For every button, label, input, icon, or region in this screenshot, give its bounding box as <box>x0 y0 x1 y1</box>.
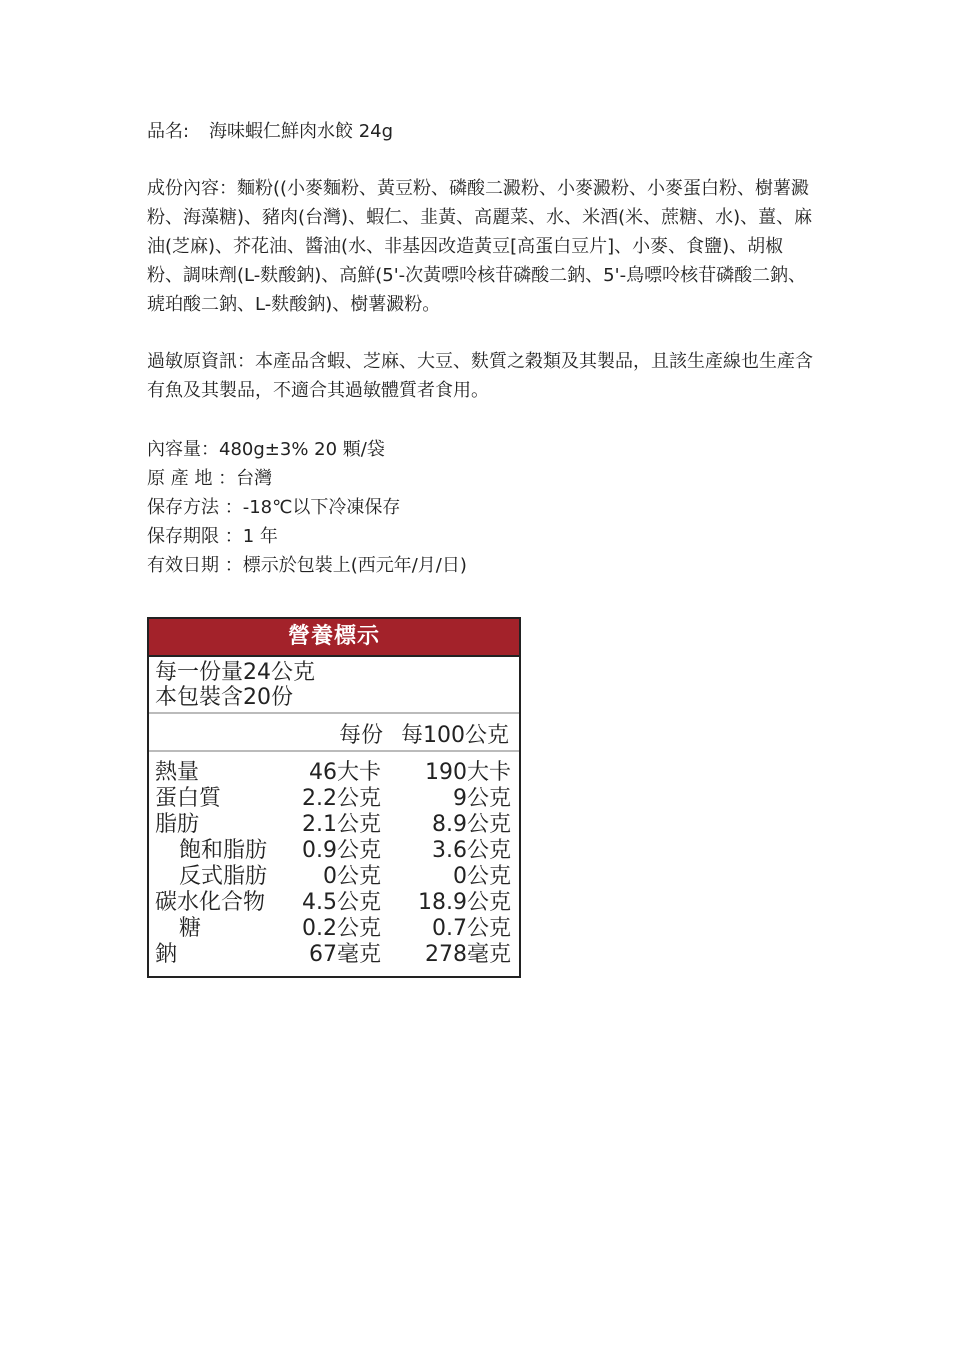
nutrition-row <box>149 916 519 942</box>
nutrient-name: 糖 <box>179 916 202 941</box>
per-100g-value: 9公克 <box>453 786 511 811</box>
volume-line: 內容量：480g±3% 20 顆/袋 <box>147 439 385 460</box>
per-100g-value: 190大卡 <box>425 760 511 785</box>
per-serving-value: 0.9公克 <box>302 838 381 863</box>
allergen-text: 過敏原資訊：本產品含蝦、芝麻、大豆、麩質之穀類及其製品，且該生產線也生產含有魚及其製品，不適合其過敏體質者食用。 <box>147 351 813 401</box>
nutrient-name: 飽和脂肪 <box>179 838 268 863</box>
product-name-label: 品名: <box>147 121 190 142</box>
column-per-100g: 每100公克 <box>401 723 509 748</box>
nutrition-row <box>149 812 519 838</box>
storage-line: 保存方法 ：-18℃以下冷凍保存 <box>147 497 401 518</box>
per-serving-value: 2.1公克 <box>302 812 381 837</box>
nutrition-row <box>149 942 519 968</box>
nutrient-name: 碳水化合物 <box>155 890 266 915</box>
per-serving-value: 4.5公克 <box>302 890 381 915</box>
nutrient-name: 蛋白質 <box>155 786 222 811</box>
per-100g-value: 0公克 <box>453 864 511 889</box>
per-serving-value: 2.2公克 <box>302 786 381 811</box>
nutrition-facts-table <box>147 617 521 978</box>
nutrition-column-headers <box>149 714 519 752</box>
nutrition-rows <box>149 752 519 968</box>
per-serving-value: 0.2公克 <box>302 916 381 941</box>
per-100g-value: 0.7公克 <box>432 916 511 941</box>
origin-line: 原 產 地 ：台灣 <box>147 468 273 489</box>
nutrient-name: 熱量 <box>155 760 200 785</box>
per-100g-value: 8.9公克 <box>432 812 511 837</box>
nutrition-title: 營養標示 <box>149 619 519 657</box>
nutrition-row <box>149 864 519 890</box>
per-100g-value: 3.6公克 <box>432 838 511 863</box>
serving-size: 每一份量24公克 <box>155 660 315 685</box>
ingredients-text: 成份內容：麵粉((小麥麵粉、黃豆粉、磷酸二澱粉、小麥澱粉、小麥蛋白粉、樹薯澱粉、海藻糖)、豬肉(台灣)、蝦仁、韭黃、高麗菜、水、米酒(米、蔗糖、水)、薑、麻油(芝麻)、芥花油、醬油(水、非基因改造黃豆[高蛋白豆片]、小麥、食鹽)、胡椒粉、調味劑(L-麩酸鈉)、高鮮(5'-次黃嘌呤核苷磷酸二鈉、5'-鳥嘌呤核苷磷酸二鈉、琥珀酸二鈉、L-麩酸鈉)、樹薯澱粉。 <box>147 178 813 315</box>
nutrient-name: 反式脂肪 <box>179 864 268 889</box>
shelf-life-line: 保存期限 ：1 年 <box>147 526 278 547</box>
nutrient-name: 脂肪 <box>155 812 200 837</box>
nutrition-row <box>149 786 519 812</box>
product-name-line <box>147 117 393 146</box>
serving-info <box>149 657 519 714</box>
nutrient-name: 鈉 <box>155 942 178 967</box>
servings-per-package: 本包裝含20份 <box>155 685 293 710</box>
product-name-value: 海味蝦仁鮮肉水餃 24g <box>209 121 394 142</box>
per-100g-value: 18.9公克 <box>418 890 511 915</box>
nutrition-row <box>149 890 519 916</box>
per-serving-value: 67毫克 <box>309 942 381 967</box>
nutrition-row <box>149 760 519 786</box>
nutrition-row <box>149 838 519 864</box>
column-per-serving: 每份 <box>338 723 383 748</box>
per-100g-value: 278毫克 <box>425 942 511 967</box>
expiry-line: 有效日期 ：標示於包裝上(西元年/月/日) <box>147 555 467 576</box>
per-serving-value: 0公克 <box>323 864 381 889</box>
per-serving-value: 46大卡 <box>309 760 381 785</box>
